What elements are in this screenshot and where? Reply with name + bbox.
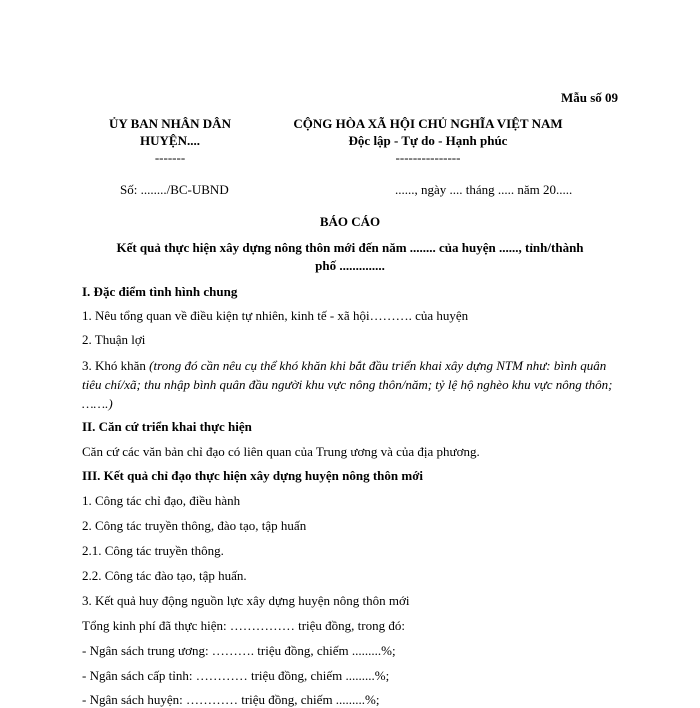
report-subtitle-line2: phố .............. [315,258,385,273]
section-3-item-2-1: 2.1. Công tác truyền thông. [82,543,224,558]
issuer-line1: ỦY BAN NHÂN DÂN [109,116,231,131]
national-title: CỘNG HÒA XÃ HỘI CHỦ NGHĨA VIỆT NAM [293,116,563,131]
section-3-provincial-budget: - Ngân sách cấp tỉnh: ………… triệu đồng, chiếm .........%; [82,668,390,683]
report-subtitle-line1: Kết quả thực hiện xây dựng nông thôn mới đến năm ........ của huyện ......, tỉnh/thành [116,240,584,255]
issuer-line2: HUYỆN.... [140,133,200,148]
section-3-heading: III. Kết quả chỉ đạo thực hiện xây dựng huyện nông thôn mới [82,468,424,483]
section-3-total-funding: Tổng kinh phí đã thực hiện: …………… triệu đồng, trong đó: [82,618,405,633]
issuer-rule: ------- [154,150,186,165]
section-1-item-3 [82,356,622,413]
section-2-heading: II. Căn cứ triển khai thực hiện [82,419,252,434]
document-number: Số: ......../BC-UBND [120,182,229,197]
section-1-item-3-note: (trong đó cần nêu cụ thể khó khăn khi bắt đầu triển khai xây dựng NTM như: bình quân tiêu chí/xã; thu nhập bình quân đầu người khu vực nông thôn/năm; tỷ lệ hộ nghèo khu vực nông thôn; …….) [82,358,613,411]
section-3-item-2-2: 2.2. Công tác đào tạo, tập huấn. [82,568,247,583]
date-line: ......, ngày .... tháng ..... năm 20..... [395,182,573,197]
section-1-heading: I. Đặc điểm tình hình chung [82,284,238,299]
section-1-item-1: 1. Nêu tổng quan về điều kiện tự nhiên, kinh tế - xã hội………. của huyện [82,308,469,323]
section-3-item-2: 2. Công tác truyền thông, đào tạo, tập huấn [82,518,307,533]
section-3-item-3: 3. Kết quả huy động nguồn lực xây dựng huyện nông thôn mới [82,593,410,608]
national-motto: Độc lập - Tự do - Hạnh phúc [348,133,508,148]
section-1-item-2: 2. Thuận lợi [82,332,146,347]
report-title: BÁO CÁO [319,214,381,229]
section-1-item-3-label: 3. Khó khăn [82,358,150,373]
section-2-text: Căn cứ các văn bản chỉ đạo có liên quan của Trung ương và của địa phương. [82,444,480,459]
national-rule: --------------- [395,150,461,165]
section-3-central-budget: - Ngân sách trung ương: ………. triệu đồng, chiếm .........%; [82,643,396,658]
section-3-district-budget: - Ngân sách huyện: ………… triệu đồng, chiếm .........%; [82,692,380,707]
section-3-item-1: 1. Công tác chỉ đạo, điều hành [82,493,241,508]
form-number: Mẫu số 09 [560,90,618,105]
